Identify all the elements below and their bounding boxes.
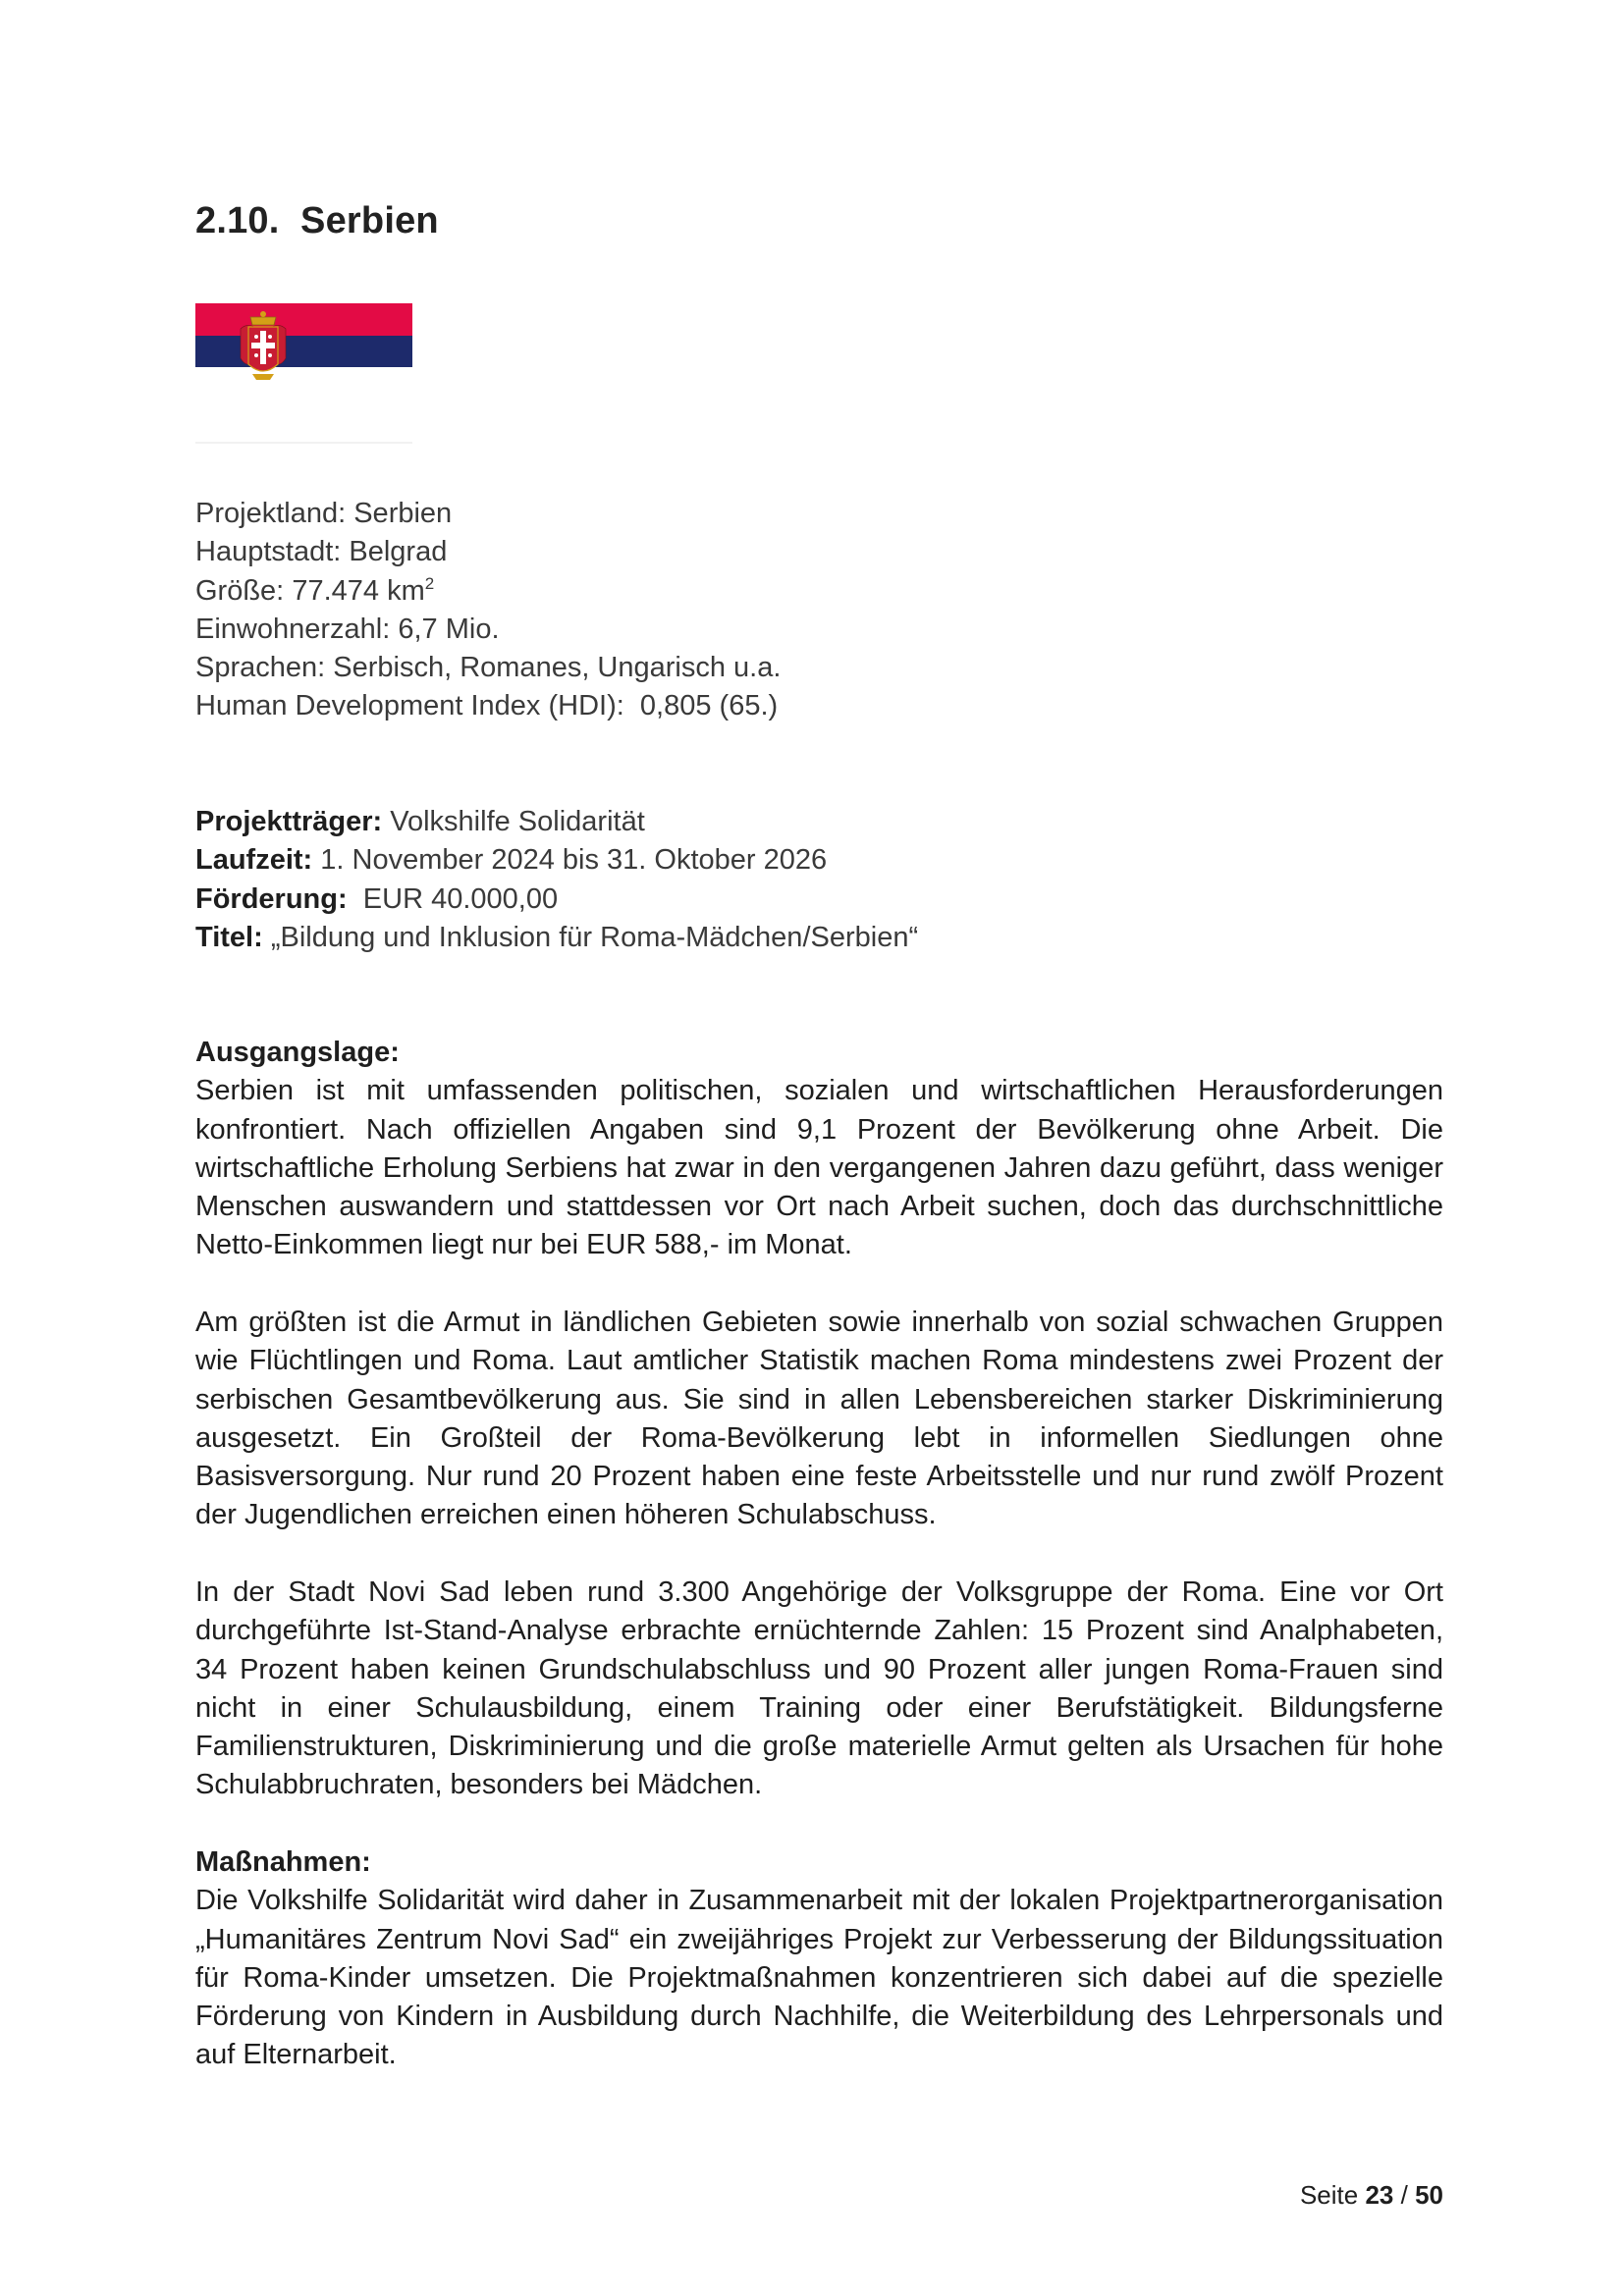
fact-projektland: Projektland: Serbien: [195, 498, 453, 529]
massnahmen-paragraph: Die Volkshilfe Solidarität wird daher in Zusammenarbeit mit der lokalen Projektpartnerorganisation „Humanitäres Zentrum Novi Sad“ ein zweijähriges Projekt zur Verbesserung der Bildungssituation für Roma-Kinder umsetzen. Die Projektmaßnahmen konzentrieren sich dabei auf die spezielle Förderung von Kindern in Ausbildung durch Nachhilfe, die Weiterbildung des Lehrpersonals und auf Elternarbeit.: [195, 1885, 1443, 2071]
project-laufzeit: Laufzeit: 1. November 2024 bis 31. Oktober 2026: [195, 844, 828, 877]
fact-hdi: Human Development Index (HDI): 0,805 (65.): [195, 690, 779, 722]
massnahmen-section: [195, 1843, 1443, 2075]
ausgangslage-paragraph-3-block: [195, 1574, 1443, 1805]
serbia-flag-image: [195, 303, 412, 400]
ausgangslage-section: [195, 1034, 1443, 1265]
fact-einwohnerzahl: Einwohnerzahl: 6,7 Mio.: [195, 613, 500, 645]
project-info: [195, 803, 918, 957]
page-current: 23: [1365, 2180, 1394, 2210]
ausgangslage-heading: Ausgangslage:: [195, 1037, 400, 1068]
page-separator: /: [1400, 2180, 1408, 2210]
page-label: Seite: [1299, 2180, 1359, 2210]
section-heading: [195, 200, 439, 242]
fact-groesse: Größe: 77.474 $km^2$: [195, 573, 435, 607]
section-title: Serbien: [300, 200, 439, 241]
project-traeger: Projektträger: Volkshilfe Solidarität: [195, 806, 645, 837]
ausgangslage-paragraph-1: Serbien ist mit umfassenden politischen, sozialen und wirtschaftlichen Herausforderungen konfrontiert. Nach offiziellen Angaben sind 9,1 Prozent der Bevölkerung ohne Arbeit. Die wirtschaftliche Erholung Serbiens hat zwar in den vergangenen Jahren dazu geführt, dass weniger Menschen auswandern und stattdessen vor Ort nach Arbeit suchen, doch das durchschnittliche Netto-Einkommen liegt nur bei EUR 588,- im Monat.: [195, 1075, 1443, 1261]
project-titel: Titel: „Bildung und Inklusion für Roma-Mädchen/Serbien“: [195, 921, 919, 953]
fact-sprachen: Sprachen: Serbisch, Romanes, Ungarisch u.a.: [195, 652, 782, 684]
flag-divider: [195, 442, 412, 444]
project-foerderung: Förderung: EUR 40.000,00: [195, 882, 559, 915]
page-total: 50: [1415, 2180, 1443, 2210]
page-footer: [1300, 2180, 1443, 2211]
country-facts: [195, 495, 781, 726]
ausgangslage-paragraph-2-block: [195, 1304, 1443, 1535]
fact-hauptstadt: Hauptstadt: Belgrad: [195, 536, 448, 568]
ausgangslage-paragraph-3: In der Stadt Novi Sad leben rund 3.300 Angehörige der Volksgruppe der Roma. Eine vor Ort durchgeführte Ist-Stand-Analyse erbrachte ernüchternde Zahlen: 15 Prozent sind Analphabeten, 34 Prozent haben keinen Grundschulabschluss und 90 Prozent aller jungen Roma-Frauen sind nicht in einer Schulausbildung, einem Training oder einer Berufstätigkeit. Bildungsferne Familienstrukturen, Diskriminierung und die große materielle Armut gelten als Ursachen für hohe Schulabbruchraten, besonders bei Mädchen.: [195, 1576, 1443, 1801]
ausgangslage-paragraph-2: Am größten ist die Armut in ländlichen Gebieten sowie innerhalb von sozial schwachen Gruppen wie Flüchtlingen und Roma. Laut amtlicher Statistik machen Roma mindestens zwei Prozent der serbischen Gesamtbevölkerung aus. Sie sind in allen Lebensbereichen starker Diskriminierung ausgesetzt. Ein Großteil der Roma-Bevölkerung lebt in informellen Siedlungen ohne Basisversorgung. Nur rund 20 Prozent haben eine feste Arbeitsstelle und nur rund zwölf Prozent der Jugendlichen erreichen einen höheren Schulabschuss.: [195, 1307, 1443, 1531]
section-number: 2.10.: [195, 200, 280, 241]
massnahmen-heading: Maßnahmen:: [195, 1846, 371, 1878]
